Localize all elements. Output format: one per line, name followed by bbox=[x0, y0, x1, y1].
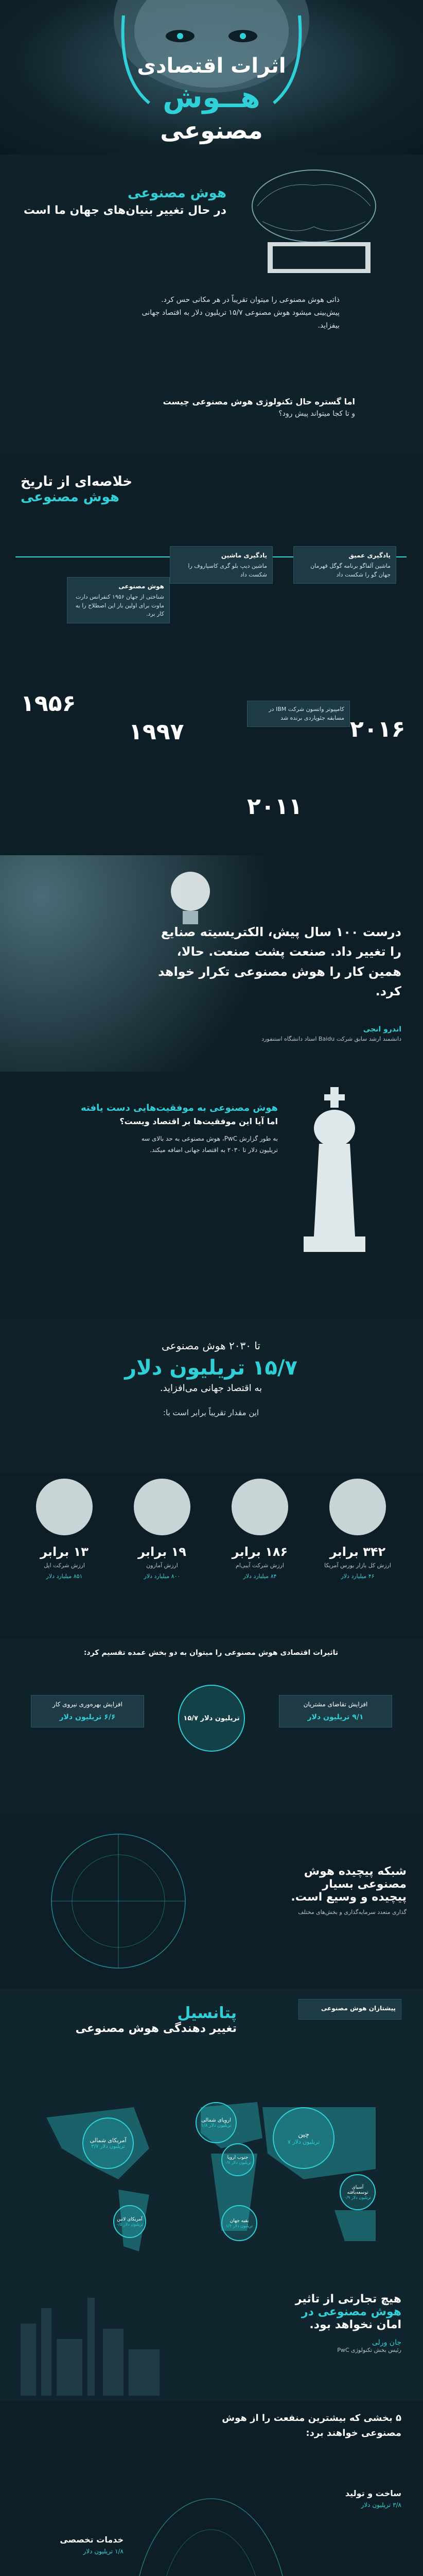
business-line2: هوش مصنوعی در bbox=[301, 2306, 401, 2318]
map-region-1-name: چین bbox=[298, 2131, 309, 2139]
intro-section bbox=[0, 155, 423, 453]
split-left-value: ۶/۶ تریلیون دلار bbox=[59, 1713, 116, 1721]
logo-amazon-icon bbox=[134, 1479, 190, 1535]
map-region-7-name: بقیه جهان bbox=[230, 2218, 249, 2224]
equivalent-3 bbox=[216, 1479, 304, 1633]
equivalent-4-value: ۴۶ میلیارد دلار bbox=[341, 1573, 375, 1580]
network-section bbox=[0, 1814, 423, 1989]
impact-section bbox=[0, 1072, 423, 1319]
history-card-1 bbox=[67, 577, 170, 623]
map-region-2-value: ۳/۷ تریلیون دلار bbox=[91, 2144, 125, 2149]
history-card-4-text: کامپیوتر واتسون شرکت IBM در مسابقه جئوپاردی برنده شد bbox=[269, 706, 344, 721]
split-left-card bbox=[31, 1695, 144, 1727]
hero-line3: مصنوعی bbox=[160, 116, 263, 144]
sectors-section bbox=[0, 2401, 423, 2576]
history-section bbox=[0, 453, 423, 855]
hero-section bbox=[0, 0, 423, 155]
impact-title: هوش مصنوعی به موفقیت‌هایی دست یافته bbox=[81, 1103, 278, 1113]
history-year-3: ۲۰۱۶ bbox=[350, 716, 406, 742]
map-region-3-name: اروپای شمالی bbox=[201, 2117, 231, 2123]
chess-king-icon bbox=[288, 1082, 381, 1267]
logo-apple-icon bbox=[36, 1479, 93, 1535]
network-sub: گذاری متعدد سرمایه‌گذاری و بخش‌های مختلف bbox=[298, 1909, 407, 1916]
equivalent-1-multiple: ۱۳ برابر bbox=[40, 1545, 89, 1559]
history-year-2: ۱۹۹۷ bbox=[129, 719, 184, 745]
history-card-3-title: یادگیری عمیق bbox=[348, 552, 391, 559]
equivalent-4-multiple: ۳۴۲ برابر bbox=[329, 1545, 386, 1559]
sector-1-name: ساخت و تولید bbox=[345, 2488, 401, 2498]
history-title1: خلاصه‌ای از تاریخ bbox=[21, 474, 133, 489]
split-left-label: افزایش بهره‌وری نیروی کار bbox=[52, 1701, 122, 1708]
sector-2-name: خدمات تخصصی bbox=[60, 2535, 124, 2545]
quote-role: دانشمند ارشد سابق شرکت Baidu استاد دانشگاه استنفورد bbox=[261, 1036, 401, 1042]
map-region-6-name: آمریکای لاتین bbox=[117, 2216, 143, 2222]
business-role: رئیس بخش تکنولوژی PwC bbox=[337, 2347, 401, 2353]
value-line1: تا ۲۰۳۰ هوش مصنوعی bbox=[161, 1340, 261, 1352]
globe-icon bbox=[329, 1479, 386, 1535]
map-legend-title: پیشتازان هوش مصنوعی bbox=[321, 2005, 396, 2012]
sectors-title: ۵ بخشی که بیشترین منفعت را از هوش مصنوعی خواهند برد: bbox=[222, 2413, 401, 2438]
value-line2: ۱۵/۷ تریلیون دلار bbox=[125, 1356, 297, 1380]
map-legend bbox=[298, 1999, 401, 2020]
history-card-2 bbox=[170, 546, 273, 584]
map-region-3-value: ۱/۸ تریلیون دلار bbox=[201, 2123, 232, 2128]
map-title1: پتانسیل bbox=[177, 2004, 237, 2022]
equivalent-2-label: ارزش آمازون bbox=[146, 1562, 178, 1569]
map-bubble-developed-asia bbox=[340, 2174, 376, 2210]
brain-laptop-illustration bbox=[226, 165, 401, 278]
equivalent-1 bbox=[21, 1479, 108, 1633]
hero-line1: اثرات اقتصادی bbox=[137, 54, 286, 78]
history-card-1-text: شناختی از جهان ۱۹۵۶ کنفرانس دارت ماوت برای اولین بار این اصطلاح را به کار برد. bbox=[75, 594, 164, 617]
equivalent-1-label: ارزش شرکت اپل bbox=[44, 1562, 85, 1569]
equivalents-section bbox=[0, 1473, 423, 1638]
equivalent-3-value: ۸۴ میلیارد دلار bbox=[243, 1573, 277, 1580]
sector-2-value: ۱/۸ تریلیون دلار bbox=[83, 2548, 124, 2555]
split-section bbox=[0, 1638, 423, 1814]
split-right-label: افزایش تقاضای مشتریان bbox=[303, 1701, 368, 1708]
map-region-4-value: ۰/۷ تریلیون دلار bbox=[224, 2160, 252, 2165]
intro-heading: هوش مصنوعی bbox=[128, 185, 226, 201]
split-right-value: ۹/۱ تریلیون دلار bbox=[307, 1713, 364, 1721]
map-bubble-south-europe bbox=[221, 2143, 254, 2176]
map-bubble-north-europe bbox=[196, 2102, 237, 2143]
impact-body: به طور گزارش PwC، هوش مصنوعی به حد بالای سه تریلیون دلار تا ۲۰۳۰ به اقتصاد جهانی اضافه میکند. bbox=[141, 1135, 278, 1154]
map-title2: تغییر دهندگی هوش مصنوعی bbox=[75, 2022, 237, 2035]
headline-value-section bbox=[0, 1319, 423, 1473]
split-center-bubble bbox=[178, 1685, 245, 1752]
equivalent-2 bbox=[118, 1479, 206, 1633]
map-region-6-value: ۰/۵ تریلیون دلار bbox=[116, 2222, 144, 2227]
equivalent-1-value: ۸۵۱ میلیارد دلار bbox=[46, 1573, 83, 1580]
map-bubble-rest-of-world bbox=[221, 2205, 257, 2241]
business-line1: هیچ تجارتی از تاثیر bbox=[295, 2293, 401, 2306]
impact-question: اما آیا این موفقیت‌ها بر اقتصاد ویست؟ bbox=[119, 1116, 278, 1126]
map-region-5-name: آسیای توسعه‌یافته bbox=[347, 2184, 368, 2195]
intro-subheading: در حال تغییر بنیان‌های جهان ما است bbox=[23, 204, 226, 217]
map-section bbox=[0, 1989, 423, 2401]
history-title2: هوش مصنوعی bbox=[21, 489, 119, 505]
history-card-2-title: یادگیری ماشین bbox=[221, 552, 267, 559]
history-year-1: ۱۹۵۶ bbox=[21, 690, 76, 717]
map-bubble-china bbox=[273, 2107, 334, 2169]
map-region-5-value: ۰/۹ تریلیون دلار bbox=[344, 2195, 372, 2200]
map-bubble-north-america bbox=[82, 2117, 134, 2169]
split-right-card bbox=[279, 1695, 392, 1727]
network-line2: مصنوعی بسیار bbox=[322, 1878, 407, 1891]
history-card-3 bbox=[293, 546, 396, 584]
business-author: جان ورلی bbox=[372, 2338, 401, 2347]
value-line3: به اقتصاد جهانی می‌افزاید. bbox=[160, 1383, 262, 1394]
history-card-4 bbox=[247, 701, 350, 727]
map-bubble-latin-america bbox=[113, 2205, 146, 2238]
equivalent-2-multiple: ۱۹ برابر bbox=[138, 1545, 186, 1559]
logo-ibm-icon bbox=[232, 1479, 288, 1535]
history-card-2-text: ماشین دیپ بلو گری کاسپاروف را شکست داد bbox=[188, 563, 267, 578]
split-title: تاثیرات اقتصادی هوش مصنوعی را میتوان به دو بخش عمده تقسیم کرد: bbox=[83, 1649, 339, 1657]
intro-question2: و تا کجا میتواند پیش رود؟ bbox=[278, 410, 355, 418]
circuit-globe-illustration bbox=[15, 1819, 221, 1984]
equivalent-4 bbox=[314, 1479, 401, 1633]
map-region-7-value: ۱/۲ تریلیون دلار bbox=[225, 2223, 253, 2228]
equivalent-3-label: ارزش شرکت آیبی‌ام bbox=[236, 1562, 284, 1569]
circuit-head-illustration bbox=[103, 2468, 319, 2576]
intro-question: اما گستره حال تکنولوژی هوش مصنوعی چیست bbox=[163, 397, 355, 406]
split-center-value: ۱۵/۷ تریلیون دلار bbox=[183, 1714, 240, 1722]
business-line3: امان نخواهد بود. bbox=[309, 2318, 401, 2331]
map-region-4-name: جنوب اروپا bbox=[227, 2155, 249, 2160]
sector-1 bbox=[288, 2488, 401, 2509]
value-compare: این مقدار تقریباً برابر است با: bbox=[163, 1408, 259, 1417]
quote-author: اندرو انجی bbox=[363, 1025, 401, 1033]
history-card-1-title: هوش مصنوعی bbox=[118, 583, 164, 590]
sector-1-value: ۳/۸ تریلیون دلار bbox=[361, 2501, 401, 2509]
equivalent-2-value: ۸۰۰ میلیارد دلار bbox=[144, 1573, 181, 1580]
equivalent-3-multiple: ۱۸۶ برابر bbox=[232, 1545, 288, 1559]
history-year-4: ۲۰۱۱ bbox=[247, 793, 303, 820]
network-line3: پیچیده و وسیع است. bbox=[291, 1891, 407, 1904]
quote-text: درست ۱۰۰ سال پیش، الکتریسیته صنایع را تغییر داد. صنعت پشت صنعت. حالا، همین کار را هوش مصنوعی تکرار خواهد کرد. bbox=[158, 925, 401, 999]
history-card-3-text: ماشین آلفاگو برنامه گوگل قهرمان جهان گو را شکست داد bbox=[310, 563, 391, 578]
sector-2 bbox=[21, 2535, 124, 2555]
intro-body: ذاتی هوش مصنوعی را میتوان تقریباً در هر مکانی حس کرد. پیش‌بینی میشود هوش مصنوعی ۱۵/۷ تریلیون دلار به اقتصاد جهانی بیفزاید. bbox=[142, 296, 340, 330]
network-line1: شبکه پیچیده هوش bbox=[304, 1865, 407, 1878]
hero-line2: هــوش bbox=[163, 81, 260, 114]
map-region-1-value: ۷ تریلیون دلار bbox=[287, 2139, 320, 2145]
equivalent-4-label: ارزش کل بازار بورس آمریکا bbox=[324, 1562, 391, 1569]
quote-section bbox=[0, 855, 423, 1072]
map-region-2-name: آمریکای شمالی bbox=[90, 2137, 127, 2144]
